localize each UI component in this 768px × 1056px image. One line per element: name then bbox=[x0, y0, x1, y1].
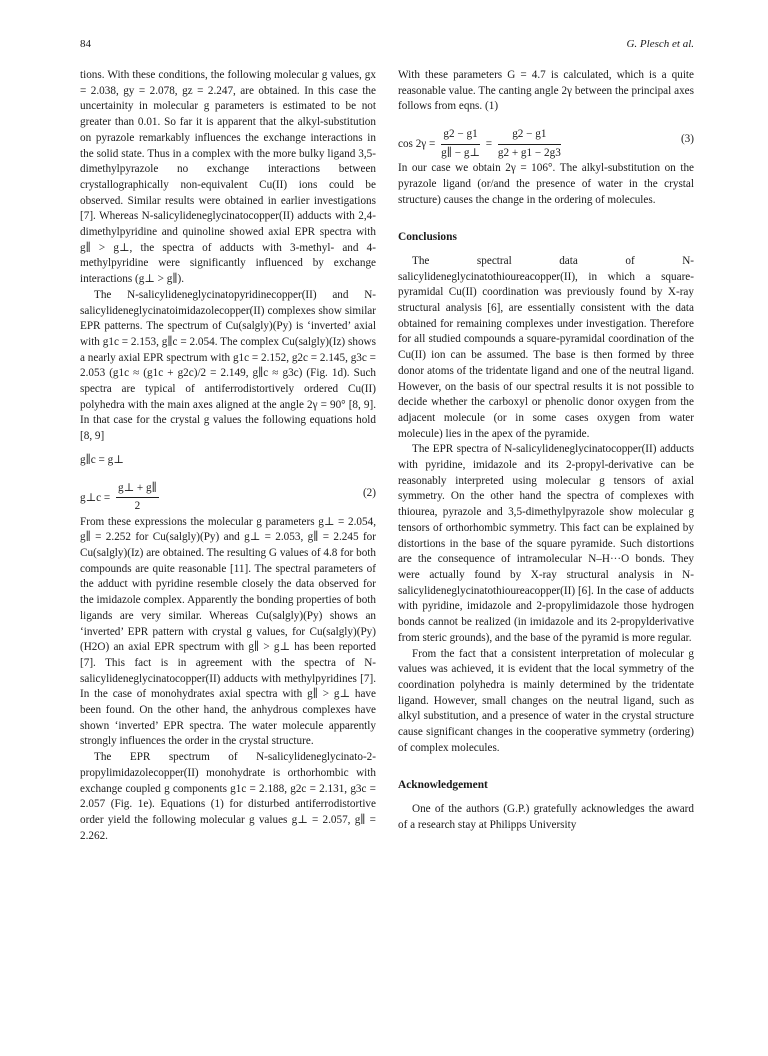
equation-fraction bbox=[441, 127, 480, 161]
equation-lhs: cos 2γ = bbox=[398, 137, 436, 150]
paragraph: One of the authors (G.P.) gratefully acknowledges the award of a research stay at Philipps University bbox=[398, 803, 694, 831]
fraction-numerator: g⊥ + g∥ bbox=[116, 481, 159, 499]
page-header bbox=[80, 38, 694, 54]
equation-fraction bbox=[116, 481, 159, 515]
fraction-numerator: g2 − g1 bbox=[498, 127, 561, 145]
paragraph: The N-salicylideneglycinatopyridinecopper(II) and N-salicylideneglycinatoimidazolecopper(II) complexes show similar EPR patterns. The spectrum of Cu(salgly)(Py) is ‘inverted’ axial with g1c = 2.153, g∥c = 2.054. The complex Cu(salgly)(Iz) shows a nearly axial EPR spectrum with g1c = 2.152, g2c = 2.145, g3c = 2.053 (g1c ≈ (g1c + g2c)/2 = 2.149, g∥c ≈ g3c) (Fig. 1d). Such spectra are typical of antiferrodistortively ordered Cu(II) polyhedra with the main axes aligned at the angle 2γ = 90° [8, 9]. In that case for the crystal g values the following equations hold [8, 9] bbox=[80, 288, 376, 443]
page-number: 84 bbox=[80, 38, 91, 50]
left-column bbox=[80, 68, 376, 844]
paragraph: From these expressions the molecular g parameters g⊥ = 2.054, g∥ = 2.252 for Cu(salgly)(Py) and g⊥ = 2.053, g∥ = 2.245 for Cu(salgly)(Iz) are obtained. The resulting G values of 4.8 for both compounds are quite reasonable [11]. The spectral parameters of the adduct with pyridine resemble closely the data observed for the imidazole complex. Apparently the bonding properties of both ligands are very similar. Whereas Cu(salgly)(Py) shows an ‘inverted’ EPR pattern with crystal g values, for Cu(salgly)(Py)(H2O) an axial EPR spectrum with g∥ > g⊥ has been reported [7]. This fact is in agreement with the spectra of N-salicylideneglycinatocopper(II) adducts with methylpyridines [7]. In the case of monohydrates axial spectra with g∥ > g⊥ have been found. On the other hand, the anhydrous complexes have shown ‘inverted’ EPR spectra. The water molecule apparently strongly influences the order in the crystal structure. bbox=[80, 515, 376, 748]
section-heading-conclusions: Conclusions bbox=[398, 231, 457, 244]
equals-sign: = bbox=[485, 137, 493, 150]
paragraph: tions. With these conditions, the following molecular g values, gx = 2.038, gy = 2.078, gz = 2.247, are obtained. In this case the uncertainity in molecular g parameters is estimated to be not greater than 0.01. So far it is apparent that the alkyl-substitution on pyrazole remarkably influences the exchange interactions in the solid state. Thus in a complex with the more bulky ligand 3,5-dimethylpyrazole no exchange interactions between crystallographically non-equivalent Cu(II) ions could be observed. Similar results were obtained in earlier investigations [7]. Whereas N-salicylideneglycinatocopper(II) adducts with 2,4-dimethylpyridine and quinoline showed axial EPR spectra with g∥ > g⊥, the spectra of adducts with 3-methyl- and 4-methylpyridine were significantly influenced by exchange interactions (g⊥ > g∥). bbox=[80, 69, 376, 286]
section-heading-acknowledgement: Acknowledgement bbox=[398, 779, 488, 792]
fraction-denominator: 2 bbox=[134, 500, 141, 513]
paragraph: With these parameters G = 4.7 is calculated, which is a quite reasonable value. The canting angle 2γ between the principal axes follows from eqns. (1) bbox=[398, 69, 694, 113]
equation-number: (3) bbox=[680, 133, 694, 146]
paragraph: The EPR spectra of N-salicylideneglycinatocopper(II) adducts with pyridine, imidazole and its 2-propyl-derivative can be reasonably interpreted using molecular g tensors of axial symmetry. On the other hand the spectra of complexes with thiourea, pyrazole and 3,5-dimethylpyrazole show molecular g tensors of orthorhombic symmetry. This fact can be explained by distortions in the base of the square pyramide. Such distortions are the consequence of intramolecular N–H···O bonds. They were actually found by X-ray structural analysis in N-salicylideneglycinatothioureacopper(II) [6]. In the case of adducts with pyridine, imidazole and 2-propylimidazole those hydrogen bonds cannot be realized (in imidazole and its 2-propylderivative from steric grounds), and the base of the pyramid is more regular. bbox=[398, 443, 694, 644]
fraction-denominator: g∥ − g⊥ bbox=[441, 146, 480, 159]
equation-3 bbox=[398, 123, 694, 159]
equation-number: (2) bbox=[362, 486, 376, 499]
equation-line: g∥c = g⊥ bbox=[80, 453, 124, 466]
paragraph: The spectral data of N-salicylideneglycinatothioureacopper(II), in which a square-pyramidal Cu(II) coordination was previously found by X-ray structural analysis [6], are essentially consistent with the data obtained for remaining complexes under investigation. Therefore for all studied compounds a square-pyramidal coordination of the Cu(II) ion can be assumed. The base is then formed by three donor atoms of the tridentate ligand and one of the neutral ligand. However, on the basis of our spectral results it is not possible to decide whether the carboxyl or phenolic donor oxygen from the adjacent molecule (or in some cases oxygen from water molecule) lies in the apex of the pyramide. bbox=[398, 254, 694, 440]
paragraph: In our case we obtain 2γ = 106°. The alkyl-substitution on the pyrazole ligand (or/and the presence of water in the crystal structure) causes the change in the ordering of molecules. bbox=[398, 162, 694, 206]
running-title: G. Plesch et al. bbox=[626, 38, 694, 50]
fraction-denominator: g2 + g1 − 2g3 bbox=[497, 146, 561, 159]
equation-lhs: g⊥c = bbox=[80, 491, 111, 504]
right-column bbox=[398, 68, 694, 834]
equation-2 bbox=[80, 477, 376, 513]
paragraph: From the fact that a consistent interpretation of molecular g values was achieved, it is evident that the local symmetry of the coordination polyhedra is mainly determined by the tridentate ligand. However, small changes on the neutral ligand, such as alkyl substitution, and a presence of water in the crystal structure cause significant changes in the cooperative symmetry (ordering) of complex molecules. bbox=[398, 647, 694, 754]
paragraph: The EPR spectrum of N-salicylideneglycinato-2-propylimidazolecopper(II) monohydrate is orthorhombic with exchange coupled g components g1c = 2.188, g2c = 2.131, g3c = 2.057 (Fig. 1e). Equations (1) for disturbed antiferrodistortive order yield the following molecular g values g⊥ = 2.057, g∥ = 2.262. bbox=[80, 751, 376, 842]
fraction-numerator: g2 − g1 bbox=[441, 127, 480, 145]
equation-fraction bbox=[498, 127, 561, 161]
